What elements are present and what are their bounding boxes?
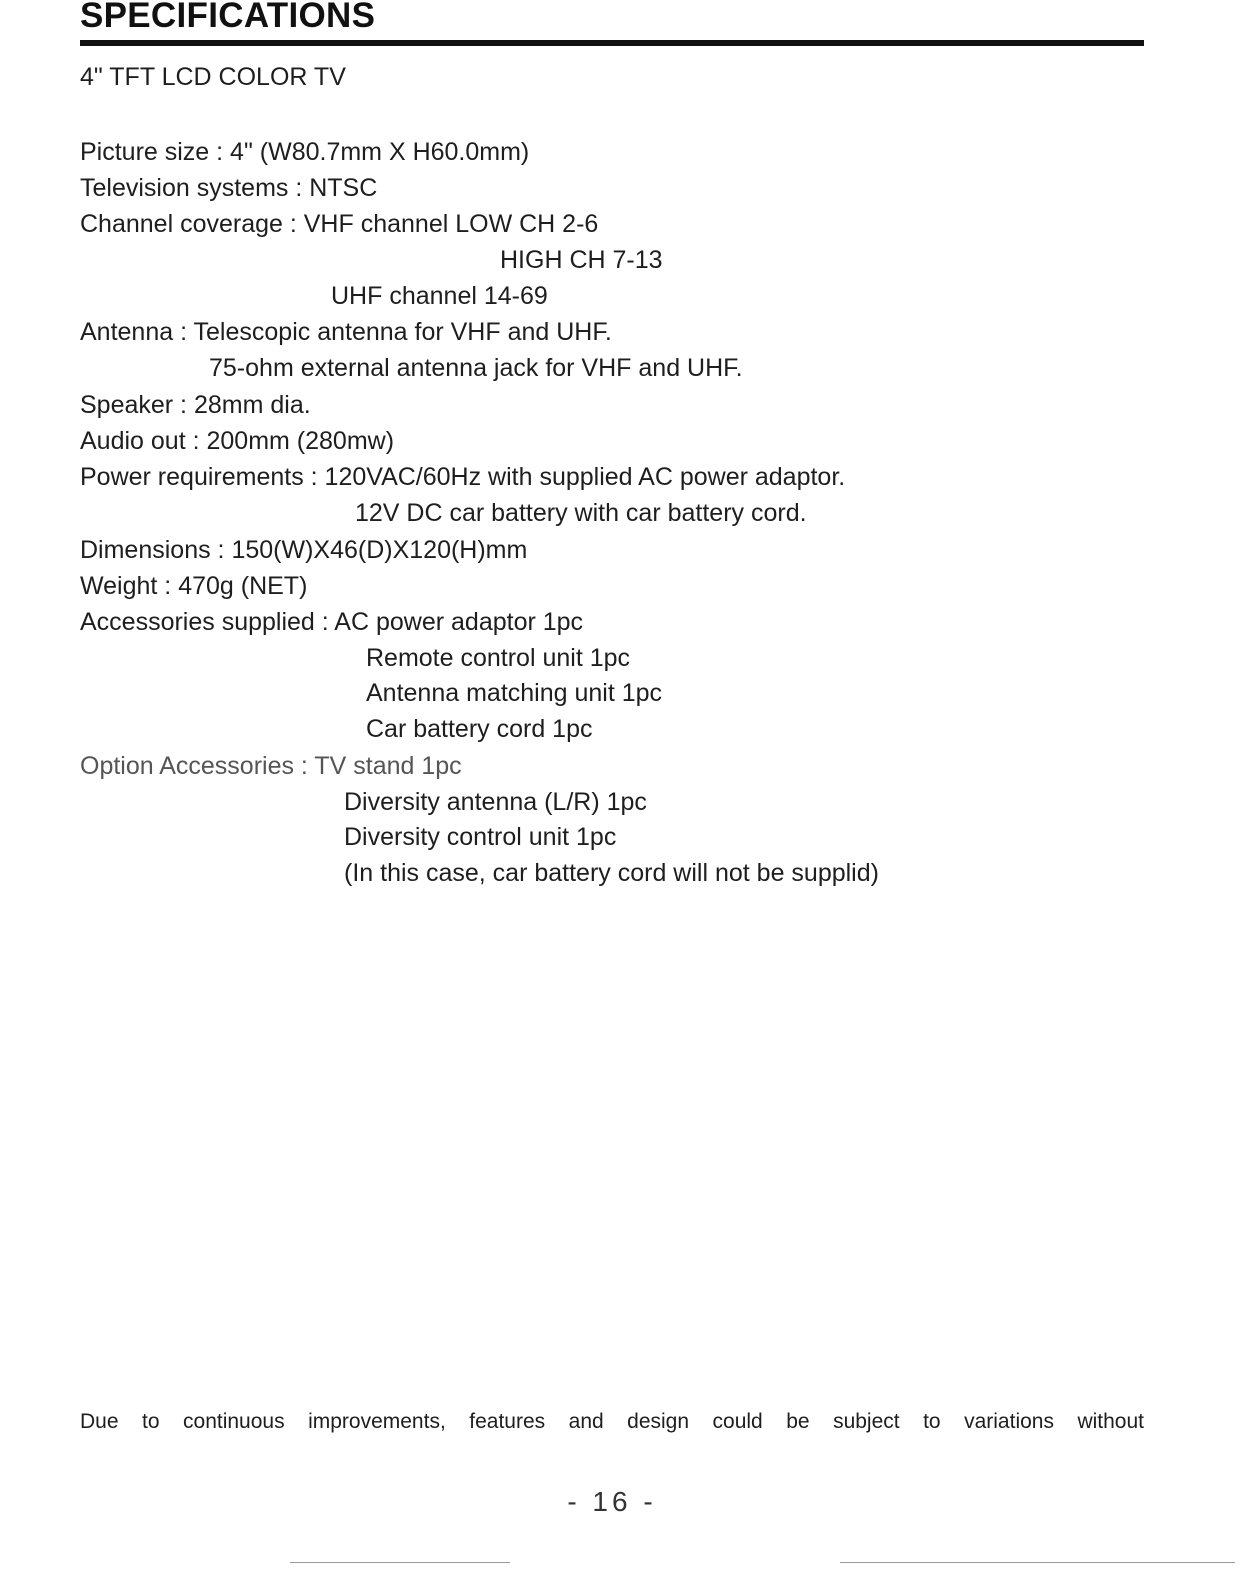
spec-channel-coverage-uhf: UHF channel 14-69 (331, 282, 548, 310)
scan-artifact-line (840, 1562, 1235, 1563)
spec-antenna-external: 75-ohm external antenna jack for VHF and UHF. (209, 354, 743, 382)
spec-accessories-supplied: Accessories supplied : AC power adaptor 1pc (80, 608, 584, 636)
page-heading: SPECIFICATIONS (80, 0, 376, 35)
spec-television-systems: Television systems : NTSC (80, 174, 378, 202)
spec-audio-out: Audio out : 200mm (280mw) (80, 427, 395, 455)
heading-rule (80, 40, 1144, 46)
spec-accessory-remote: Remote control unit 1pc (366, 644, 631, 672)
spec-dimensions: Dimensions : 150(W)X46(D)X120(H)mm (80, 536, 528, 564)
scan-artifact-line (290, 1562, 510, 1563)
spec-accessory-antenna-matching: Antenna matching unit 1pc (366, 679, 663, 707)
spec-channel-coverage: Channel coverage : VHF channel LOW CH 2-6 (80, 210, 599, 238)
spec-option-diversity-antenna: Diversity antenna (L/R) 1pc (344, 788, 647, 816)
page-number: - 16 - (567, 1486, 657, 1517)
spec-channel-coverage-high: HIGH CH 7-13 (500, 246, 663, 274)
spec-power-requirements: Power requirements : 120VAC/60Hz with supplied AC power adaptor. (80, 463, 846, 491)
spec-picture-size: Picture size : 4" (W80.7mm X H60.0mm) (80, 138, 530, 166)
product-title: 4" TFT LCD COLOR TV (80, 63, 346, 91)
spec-weight: Weight : 470g (NET) (80, 572, 308, 600)
spec-speaker: Speaker : 28mm dia. (80, 391, 311, 419)
spec-option-note: (In this case, car battery cord will not be supplid) (344, 859, 879, 887)
spec-power-battery: 12V DC car battery with car battery cord. (355, 499, 807, 527)
spec-antenna: Antenna : Telescopic antenna for VHF and UHF. (80, 318, 612, 346)
improvement-notice: Due to continuous improvements, features and design could be subject to variations without (80, 1410, 1144, 1433)
spec-option-diversity-control: Diversity control unit 1pc (344, 823, 617, 851)
spec-option-accessories: Option Accessories : TV stand 1pc (80, 752, 462, 780)
spec-accessory-car-battery: Car battery cord 1pc (366, 715, 593, 743)
